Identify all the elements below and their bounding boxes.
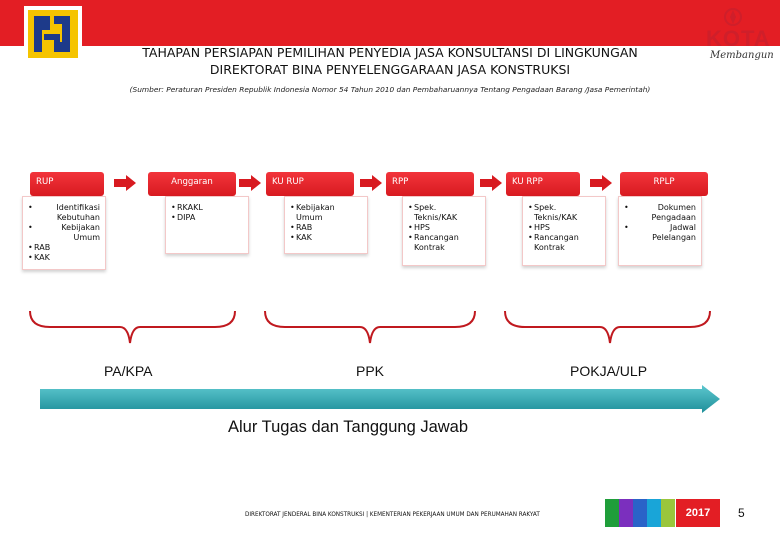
step-label: RPP bbox=[392, 177, 409, 187]
detail-box-rup bbox=[22, 196, 106, 270]
step-rpp bbox=[386, 172, 474, 196]
flow-arrow-icon bbox=[114, 175, 136, 191]
list-item: • RAB bbox=[28, 243, 100, 253]
title-line-2: DIREKTORAT BINA PENYELENGGARAAN JASA KONSTRUKSI bbox=[209, 62, 571, 77]
flow-arrow-icon bbox=[360, 175, 382, 191]
role-ppk: PPK bbox=[356, 363, 385, 379]
list-item: • Kebijakan Umum bbox=[290, 203, 362, 223]
step-rup bbox=[30, 172, 104, 196]
bracket-pokja bbox=[505, 311, 710, 343]
role-pa-kpa: PA/KPA bbox=[104, 363, 153, 379]
color-strip bbox=[605, 499, 675, 527]
step-ku-rpp bbox=[506, 172, 580, 196]
list-item: • Identifikasi Kebutuhan bbox=[28, 203, 100, 223]
color-block bbox=[619, 499, 633, 527]
step-label: KU RPP bbox=[512, 177, 543, 187]
color-block bbox=[605, 499, 619, 527]
bracket-ppk bbox=[265, 311, 475, 343]
detail-box-rplp bbox=[618, 196, 702, 266]
list-item: • DIPA bbox=[171, 213, 243, 223]
membangun-logo-text: Membangun bbox=[710, 50, 774, 61]
detail-box-anggaran bbox=[165, 196, 249, 254]
role-pokja-ulp: POKJA/ULP bbox=[570, 363, 648, 379]
color-block bbox=[661, 499, 675, 527]
step-label: RUP bbox=[36, 177, 54, 187]
list-item: • HPS bbox=[408, 223, 480, 233]
list-item: • RAB bbox=[290, 223, 362, 233]
step-label: RPLP bbox=[653, 177, 675, 187]
step-rplp bbox=[620, 172, 708, 196]
page-title bbox=[100, 44, 680, 78]
flow-arrow-icon bbox=[239, 175, 261, 191]
list-item: • Rancangan Kontrak bbox=[528, 233, 600, 253]
step-label: KU RUP bbox=[272, 177, 304, 187]
flow-direction-arrow-icon bbox=[40, 385, 720, 413]
page-number: 5 bbox=[738, 506, 745, 520]
step-label: Anggaran bbox=[171, 177, 213, 187]
list-item: • Kebijakan Umum bbox=[28, 223, 100, 243]
list-item: • Jadwal Pelelangan bbox=[624, 223, 696, 243]
detail-box-rpp bbox=[402, 196, 486, 266]
list-item: • RKAKL bbox=[171, 203, 243, 213]
list-item: • Spek. Teknis/KAK bbox=[528, 203, 600, 223]
list-item: • KAK bbox=[290, 233, 362, 243]
kota-logo-text: KOTA bbox=[706, 26, 771, 51]
bracket-pa-kpa bbox=[30, 311, 235, 343]
flow-label: Alur Tugas dan Tanggung Jawab bbox=[228, 418, 469, 436]
torch-icon bbox=[720, 6, 746, 28]
header-bar bbox=[0, 0, 780, 46]
footer-text: DIREKTORAT JENDERAL BINA KONSTRUKSI | KEMENTERIAN PEKERJAAN UMUM DAN PERUMAHAN RAKYAT bbox=[245, 512, 540, 518]
list-item: • HPS bbox=[528, 223, 600, 233]
role-brackets bbox=[0, 305, 780, 355]
year-badge: 2017 bbox=[676, 499, 720, 527]
detail-box-ku-rpp bbox=[522, 196, 606, 266]
flow-arrow-icon bbox=[590, 175, 612, 191]
source-note: (Sumber: Peraturan Presiden Republik Indonesia Nomor 54 Tahun 2010 dan Pembaharuannya Tentang Pengadaan Barang /Jasa Pemerintah) bbox=[129, 85, 651, 94]
step-ku-rup bbox=[266, 172, 354, 196]
step-anggaran bbox=[148, 172, 236, 196]
list-item: • Spek. Teknis/KAK bbox=[408, 203, 480, 223]
list-item: • KAK bbox=[28, 253, 100, 263]
list-item: • Rancangan Kontrak bbox=[408, 233, 480, 253]
list-item: • Dokumen Pengadaan bbox=[624, 203, 696, 223]
color-block bbox=[647, 499, 661, 527]
kota-membangun-logo bbox=[700, 4, 772, 64]
ministry-logo-icon bbox=[24, 6, 82, 62]
detail-box-ku-rup bbox=[284, 196, 368, 254]
title-line-1: TAHAPAN PERSIAPAN PEMILIHAN PENYEDIA JASA KONSULTANSI DI LINGKUNGAN bbox=[142, 45, 638, 60]
flow-arrow-icon bbox=[480, 175, 502, 191]
color-block bbox=[633, 499, 647, 527]
